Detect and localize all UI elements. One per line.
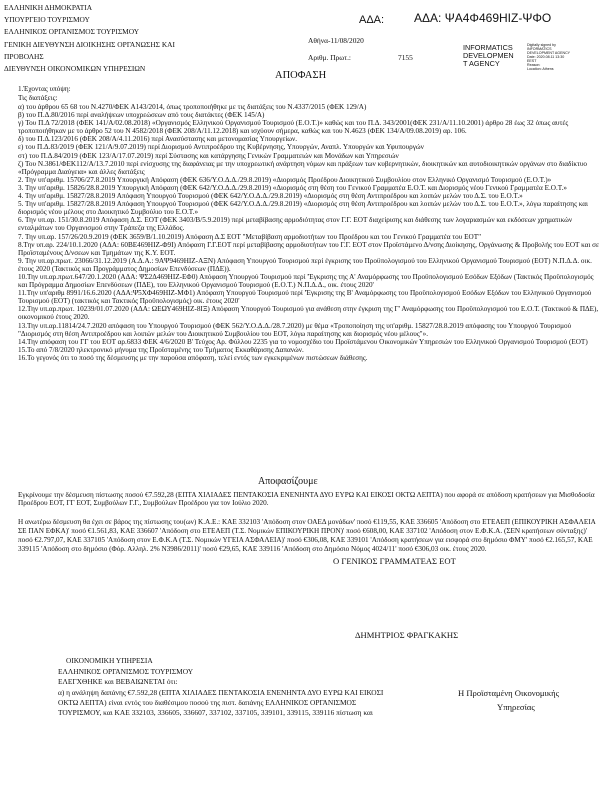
stamp-small-line: Reason: xyxy=(527,63,541,67)
stamp-line: INFORMATICS xyxy=(463,43,513,52)
provision-item: 8.Την υπ.αρ. 224/10.1.2020 (ΑΔΑ: 60ΒΕ469ΗΙΖ-Φ9Ι) Απόφαση Γ.Γ.ΕΟΤ περί μεταβίβασης αρμοδιοτήτων του Γ.Γ. ΕΟΤ στον Προϊστάμενο Δ/νσης Διοίκησης, Οργάνωσης & Προβολής του ΕΟΤ και σε Προϊσταμένους Δ/νσεων και Τμημάτων της Κ.Υ. ΕΟΤ. xyxy=(18,240,600,257)
header-line: ΔΙΕΥΘΥΝΣΗ ΟΙΚΟΝΟΜΙΚΩΝ ΥΠΗΡΕΣΙΩΝ xyxy=(4,64,146,73)
stamp-small-line: EEST xyxy=(527,59,537,63)
provision-item: 2. Την υπ'αριθμ. 15706/27.8.2019 Υπουργική Απόφαση (ΦΕΚ 636/Υ.Ο.Δ.Δ./29.8.2019) «Διορισμός Προέδρου Διοικητικού Συμβουλίου στον Ελληνικό Οργανισμό Τουρισμού (Ε.Ο.Τ.)» xyxy=(18,175,552,184)
provision-item: 15.Το από 7/8/2020 ηλεκτρονικό μήνυμα της Προϊσταμένης του Τμήματος Εκκαθάρισης Δαπανών. xyxy=(18,345,304,354)
provision-item: β) του Π.Δ.80/2016 περί αναλήψεων υποχρεώσεων από τους διατάκτες (ΦΕΚ 145/Α) xyxy=(18,111,265,120)
provision-item: στ) του Π.Δ.84/2019 (ΦΕΚ 123/Α/17.07.2019) περί Σύστασης και κατάργησης Γενικών Γραμματειών και Μονάδων και Υπηρεσιών xyxy=(18,151,399,160)
header-line: ΕΛΛΗΝΙΚΗ ΔΗΜΟΚΡΑΤΙΑ xyxy=(4,3,93,12)
provision-item: 13.Την υπ.αρ.11814/24.7.2020 απόφαση του Υπουργού Τουρισμού (ΦΕΚ 562/Υ.Ο.Δ.Δ./28.7.2020) με θέμα «Τροποποίηση της υπ'αριθμ. 15827/28.8.2019 απόφασης του Υπουργού Τουρισμού "Διορισμός στη θέση Αντιπροέδρου και λοιπών μελών του Διοικητικού Συμβουλίου του ΕΟΤ, λόγω παραίτησης και διορισμός νέου μέλους"». xyxy=(18,321,572,338)
provision-item: 7. Την υπ.αρ. 157/26/20.9.2019 (ΦΕΚ 3659/Β/1.10.2019) Απόφαση Δ.Σ ΕΟΤ "Μεταβίβαση αρμοδιοτήτων του Προέδρου και του Γενικού Γραμματέα του ΕΟΤ" xyxy=(18,232,482,241)
header-line: ΕΛΛΗΝΙΚΟΣ ΟΡΓΑΝΙΣΜΟΣ ΤΟΥΡΙΣΜΟΥ xyxy=(4,27,140,36)
header-line: ΓΕΝΙΚΗ ΔΙΕΥΘΥΝΣΗ ΔΙΟΙΚΗΣΗΣ ΟΡΓΑΝΩΣΗΣ ΚΑΙ xyxy=(4,40,175,49)
provisions-label: Τις διατάξεις: xyxy=(18,94,58,102)
provision-item: 14.Την απόφαση του ΓΓ του ΕΟΤ αρ.6833 ΦΕΚ 4/6/2020 Β' Τεύχος Αρ. Φύλλου 2235 για το νομοσχέδιο του Προϊστάμενου Οικονομικών Υπηρεσιών του Ελληνικού Οργανισμού Τουρισμού (ΕΟΤ) xyxy=(18,337,588,346)
finance-line: ΕΛΛΗΝΙΚΟΣ ΟΡΓΑΝΙΣΜΟΣ ΤΟΥΡΙΣΜΟΥ xyxy=(58,667,194,676)
provision-item: 4. Την υπ'αριθμ. 15827/28.8.2019 Απόφαση Υπουργού Τουρισμού (ΦΕΚ 642/Υ.Ο.Δ.Δ./29.8.2019) «Διορισμός στη θέση Αντιπροέδρου και λοιπών μελών του Δ.Σ. του Ε.Ο.Τ.» xyxy=(18,192,523,201)
header-line: ΥΠΟΥΡΓΕΙΟ ΤΟΥΡΙΣΜΟΥ xyxy=(4,15,90,24)
document-date: Αθήνα-11/08/2020 xyxy=(308,36,364,45)
header-line: ΠΡΟΒΟΛΗΣ xyxy=(4,52,44,61)
signatory-office: Ο ΓΕΝΙΚΟΣ ΓΡΑΜΜΑΤΕΑΣ ΕΟΤ xyxy=(333,556,456,566)
decision-title: Αποφασίζουμε xyxy=(258,476,318,487)
finance-head-line: Η Προϊσταμένη Οικονομικής xyxy=(458,688,560,698)
provision-item: ζ) Του Ν.3861/ΦΕΚ112/Α/13.7.2010 περί ενίσχυσης της διαφάνειας με την υποχρεωτική ανάρτηση νόμων και πράξεων των κυβερνητικών, διοικητικών και αυτοδιοικητικών οργάνων στο διαδίκτυο «Πρόγραμμα Διαύγεια» και άλλες διατάξεις xyxy=(18,159,587,176)
stamp-small-line: Digitally signed by xyxy=(527,43,556,47)
protocol-label: Αριθμ. Πρωτ.: xyxy=(308,53,351,62)
provision-item: 5. Την υπ'αριθμ. 15827/28.8.2019 Απόφαση Υπουργού Τουρισμού (ΦΕΚ 642/Υ.Ο.Δ.Δ./29.8.2019) «Διορισμός στη θέση Αντιπροέδρου και λοιπών μελών του Δ.Σ. του Ε.Ο.Τ.», λόγω παραίτησης και διορισμός νέου μέλους στο Διοικητικό Συμβούλιο του Ε.Ο.Τ.» xyxy=(18,200,588,217)
finance-head-line: Υπηρεσίας xyxy=(497,702,535,712)
stamp-small-line: Location: Athens xyxy=(527,67,554,71)
provision-item: α) του άρθρου 65 68 του Ν.4270/ΦΕΚ Α143/2014, όπως τροποποιήθηκε με τις διατάξεις του Ν.4337/2015 (ΦΕΚ 129/Α) xyxy=(18,103,367,111)
protocol-number: 7155 xyxy=(398,53,413,62)
stamp-small-line: DEVELOPMENT AGENCY xyxy=(527,51,571,55)
ada-label: ΑΔΑ: xyxy=(359,14,385,26)
provisions-list xyxy=(18,103,602,362)
stamp-line: T AGENCY xyxy=(463,59,500,68)
decision-paragraph: Η ανωτέρω δέσμευση θα έχει σε βάρος της πίστωσης του(ων) Κ.Α.Ε.: ΚΑΕ 332103 'Απόδοση στον ΟΑΕΔ μονάδων' ποσό €119,55, ΚΑΕ 336605 'Απόδοση στο ΕΤΕΑΕΠ (ΕΠΙΚΟΥΡΙΚΗ ΑΣΦΑΛΕΙΑ ΣΕ ΠΑΝ ΕΦΚΑ)' ποσό €1.561,83, ΚΑΕ 336607 'Απόδοση στο ΕΤΕΑΕΠ (Τ.Σ. Νομικών ΕΠΙΚΟΥΡΙΚΗ ΠΡΟΝ)' ποσό €608,00, ΚΑΕ 337102 'Απόδοση στον Ε.Φ.Κ.Α. (ΣΕΝ κρατήσεων σύνταξης)' ποσό €2.797,07, ΚΑΕ 337105 'Απόδοση στον Ε.Φ.Κ.Α (Τ.Σ. Νομικών ΥΓΕΙΑ ΑΣΦΑΛΕΙΑ)' ποσό €306,08, ΚΑΕ 339101 'Απόδοση κρατήσεων για εισφορά στο δημόσιο ΦΜΥ' ποσό €2.165,57, ΚΑΕ 339115 'Απόδοση στο δημόσιο (Φόρ. Αλληλ. 2% Ν3986/2011)' ποσό €29,65, ΚΑΕ 339116 'Απόδοση στο Δημόσιο Νόμος 4024/11' ποσό €306,03 οικ. έτους 2020. xyxy=(18,518,596,553)
stamp-line: DEVELOPMEN xyxy=(463,51,514,60)
finance-line: ΟΙΚΟΝΟΜΙΚΗ ΥΠΗΡΕΣΙΑ xyxy=(66,656,153,665)
provision-item: γ) Του Π.Δ 72/2018 (ΦΕΚ 141/Α/02.08.2018) «Οργανισμός Ελληνικού Οργανισμού Τουρισμού (Ε.Ο.Τ.)» καθώς και του Π.Δ. 343/2001(ΦΕΚ 231/Α/11.10.2001) άρθρο 28 έως 32 όπως αυτές τροποποιήθηκαν με το άρθρο 52 του N 4582/2018 (ΦΕΚ 208/Α/11.12.2018) και ισχύουν σήμερα, καθώς και του Ν.4623 (ΦΕΚ 134/Α/09.08.2019) αρ. 106. xyxy=(18,119,569,136)
provision-item: 16.Το γεγονός ότι το ποσό της δέσμευσης με την παρούσα απόφαση, τελεί εντός των εγκεκριμένων πιστώσεων διάθεσης. xyxy=(18,353,368,362)
provision-item: ε) του Π.Δ.83/2019 (ΦΕΚ 121/Α/9.07.2019) περί Διορισμού Αντιπροέδρου της Κυβέρνησης, Υπουργών, Αναπλ. Υπουργών και Υφυπουργών xyxy=(18,143,424,152)
provision-item: 11.Την υπ'αριθμ 8991/16.6.2020 (ΑΔΑ:Ψ5ΧΦ469ΗΙΖ-ΜΦ1) Απόφαση Υπουργού Τουρισμού περί 'Έγκρισης της Β' Αναμόρφωσης του Προϋπολογισμού Εσόδων Εξόδων του Ελληνικού Οργανισμού Τουρισμού (ΕΟΤ) (τακτικός και Τακτικός Προϋπολογισμός) οικ. έτους 2020' xyxy=(18,289,592,306)
provision-item: 9. Την υπ.αρ.πρωτ. 23066/31.12.2019 (Α.Δ.Α.: 9ΑΨ9469ΗΙΖ-ΑΞΝ) Απόφαση Υπουργού Τουρισμού περί έγκρισης του Προϋπολογισμού του Ελληνικού Οργανισμού Τουρισμού (ΕΟΤ) Ν.Π.Δ.Δ. οικ. έτους 2020 (Τακτικός και Προγράμματος Δημοσίων Επενδύσεων (ΠΔΕ)). xyxy=(18,256,592,273)
stamp-small-line: Date: 2020.08.11 13:30 xyxy=(527,55,565,59)
ada-value: ΑΔΑ: ΨΑ4Φ469ΗΙΖ-ΨΦΟ xyxy=(414,11,552,25)
having-regard: 1.Έχοντας υπόψη: xyxy=(18,85,71,93)
provision-item: 12.Την υπ.αρ.πρωτ. 10239/01.07.2020 (ΑΔΑ: ΩΕΩΥ469ΗΙΖ-8ΙΞ) Απόφαση Υπουργού Τουρισμού για ανάθεση στην έγκριση της Γ' Αναμόρφωσης του Προϋπολογισμού του Ε.Ο.Τ. (Τακτικού & ΠΔΕ), οικονομικού έτους 2020. xyxy=(18,305,599,322)
provision-item: δ) του Π.Δ.123/2016 (ΦΕΚ 208/Α/4.11.2016) περί Ανασύστασης και μετονομασίας Υπουργείων. xyxy=(18,135,298,144)
document-title: ΑΠΟΦΑΣΗ xyxy=(275,70,327,81)
provision-item: 10.Την υπ.αρ.πρωτ.647/20.1.2020 (ΑΔΑ: ΨΣ2Δ469ΗΙΖ-ΕΦ0) Απόφαση Υπουργού Τουρισμού περί 'Έγκρισης της Α' Αναμόρφωσης του Προϋπολογισμού Εσόδων Εξόδων (Τακτικός Προϋπολογισμός και Πρόγραμμα Δημοσίων Επενδύσεων (ΠΔΕ), του Ελληνικού Οργανισμού Τουρισμού (Ε.Ο.Τ.) Ν.Π.Δ.Δ., οικ. έτους 2020' xyxy=(18,272,594,290)
decision-paragraph: Εγκρίνουμε την δέσμευση πίστωσης ποσού €7.592,28 (ΕΠΤΑ ΧΙΛΙΑΔΕΣ ΠΕΝΤΑΚΟΣΙΑ ΕΝΕΝΗΝΤΑ ΔΥΟ ΕΥΡΩ ΚΑΙ ΕΙΚΟΣΙ ΟΚΤΩ ΛΕΠΤΑ) που αφορά σε απόδοση κρατήσεων για Μισθοδοσία Προέδρου ΕΟΤ, ΓΓ ΕΟΤ, Συμβούλων Γ.Γ., Συμβούλων Προέδρου για τον Ιούλιο 2020. xyxy=(18,491,595,508)
provision-item: 3. Την υπ'αριθμ. 15826/28.8.2019 Υπουργική Απόφαση (ΦΕΚ 642/Υ.Ο.Δ.Δ./29.8.2019) «Διορισμός στη θέση του Γενικού Γραμματέα Ε.Ο.Τ. και Διορισμός νέου Γενικού Γραμματέα Ε.Ο.Τ.» xyxy=(18,183,568,192)
signatory-name: ΔΗΜΗΤΡΙΟΣ ΦΡΑΓΚΑΚΗΣ xyxy=(355,630,459,640)
finance-line: ΕΛΕΓΧΘΗΚΕ και ΒΕΒΑΙΩΝΕΤΑΙ ότι: xyxy=(58,677,178,686)
stamp-small-line: INFORMATICS xyxy=(527,47,552,51)
finance-body: α) η ανάληψη δαπάνης €7.592,28 (ΕΠΤΑ ΧΙΛΙΑΔΕΣ ΠΕΝΤΑΚΟΣΙΑ ΕΝΕΝΗΝΤΑ ΔΥΟ ΕΥΡΩ ΚΑΙ ΕΙΚΟΣΙ ΟΚΤΩ ΛΕΠΤΑ) είναι εντός του διαθέσιμου ποσού της πιστ. δαπάνης ΕΛΛΗΝΙΚΟΣ ΟΡΓΑΝΙΣΜΟΣ ΤΟΥΡΙΣΜΟΥ, και ΚΑΕ 332103, 336605, 336607, 337102, 337105, 339101, 339115, 339116 πίστωση και xyxy=(58,688,384,717)
provision-item: 6. Την υπ.αρ. 151/30.8.2019 Απόφαση Δ.Σ. ΕΟΤ (ΦΕΚ 3403/Β/5.9.2019) περί μεταβίβασης αρμοδιότητας στον Γ.Γ. ΕΟΤ διαχείρισης και διάθεσης των λογαριασμών και εκδόσεων χρηματικών ενταλμάτων του Οργανισμού στην Τράπεζα της Ελλάδος. xyxy=(18,216,573,233)
